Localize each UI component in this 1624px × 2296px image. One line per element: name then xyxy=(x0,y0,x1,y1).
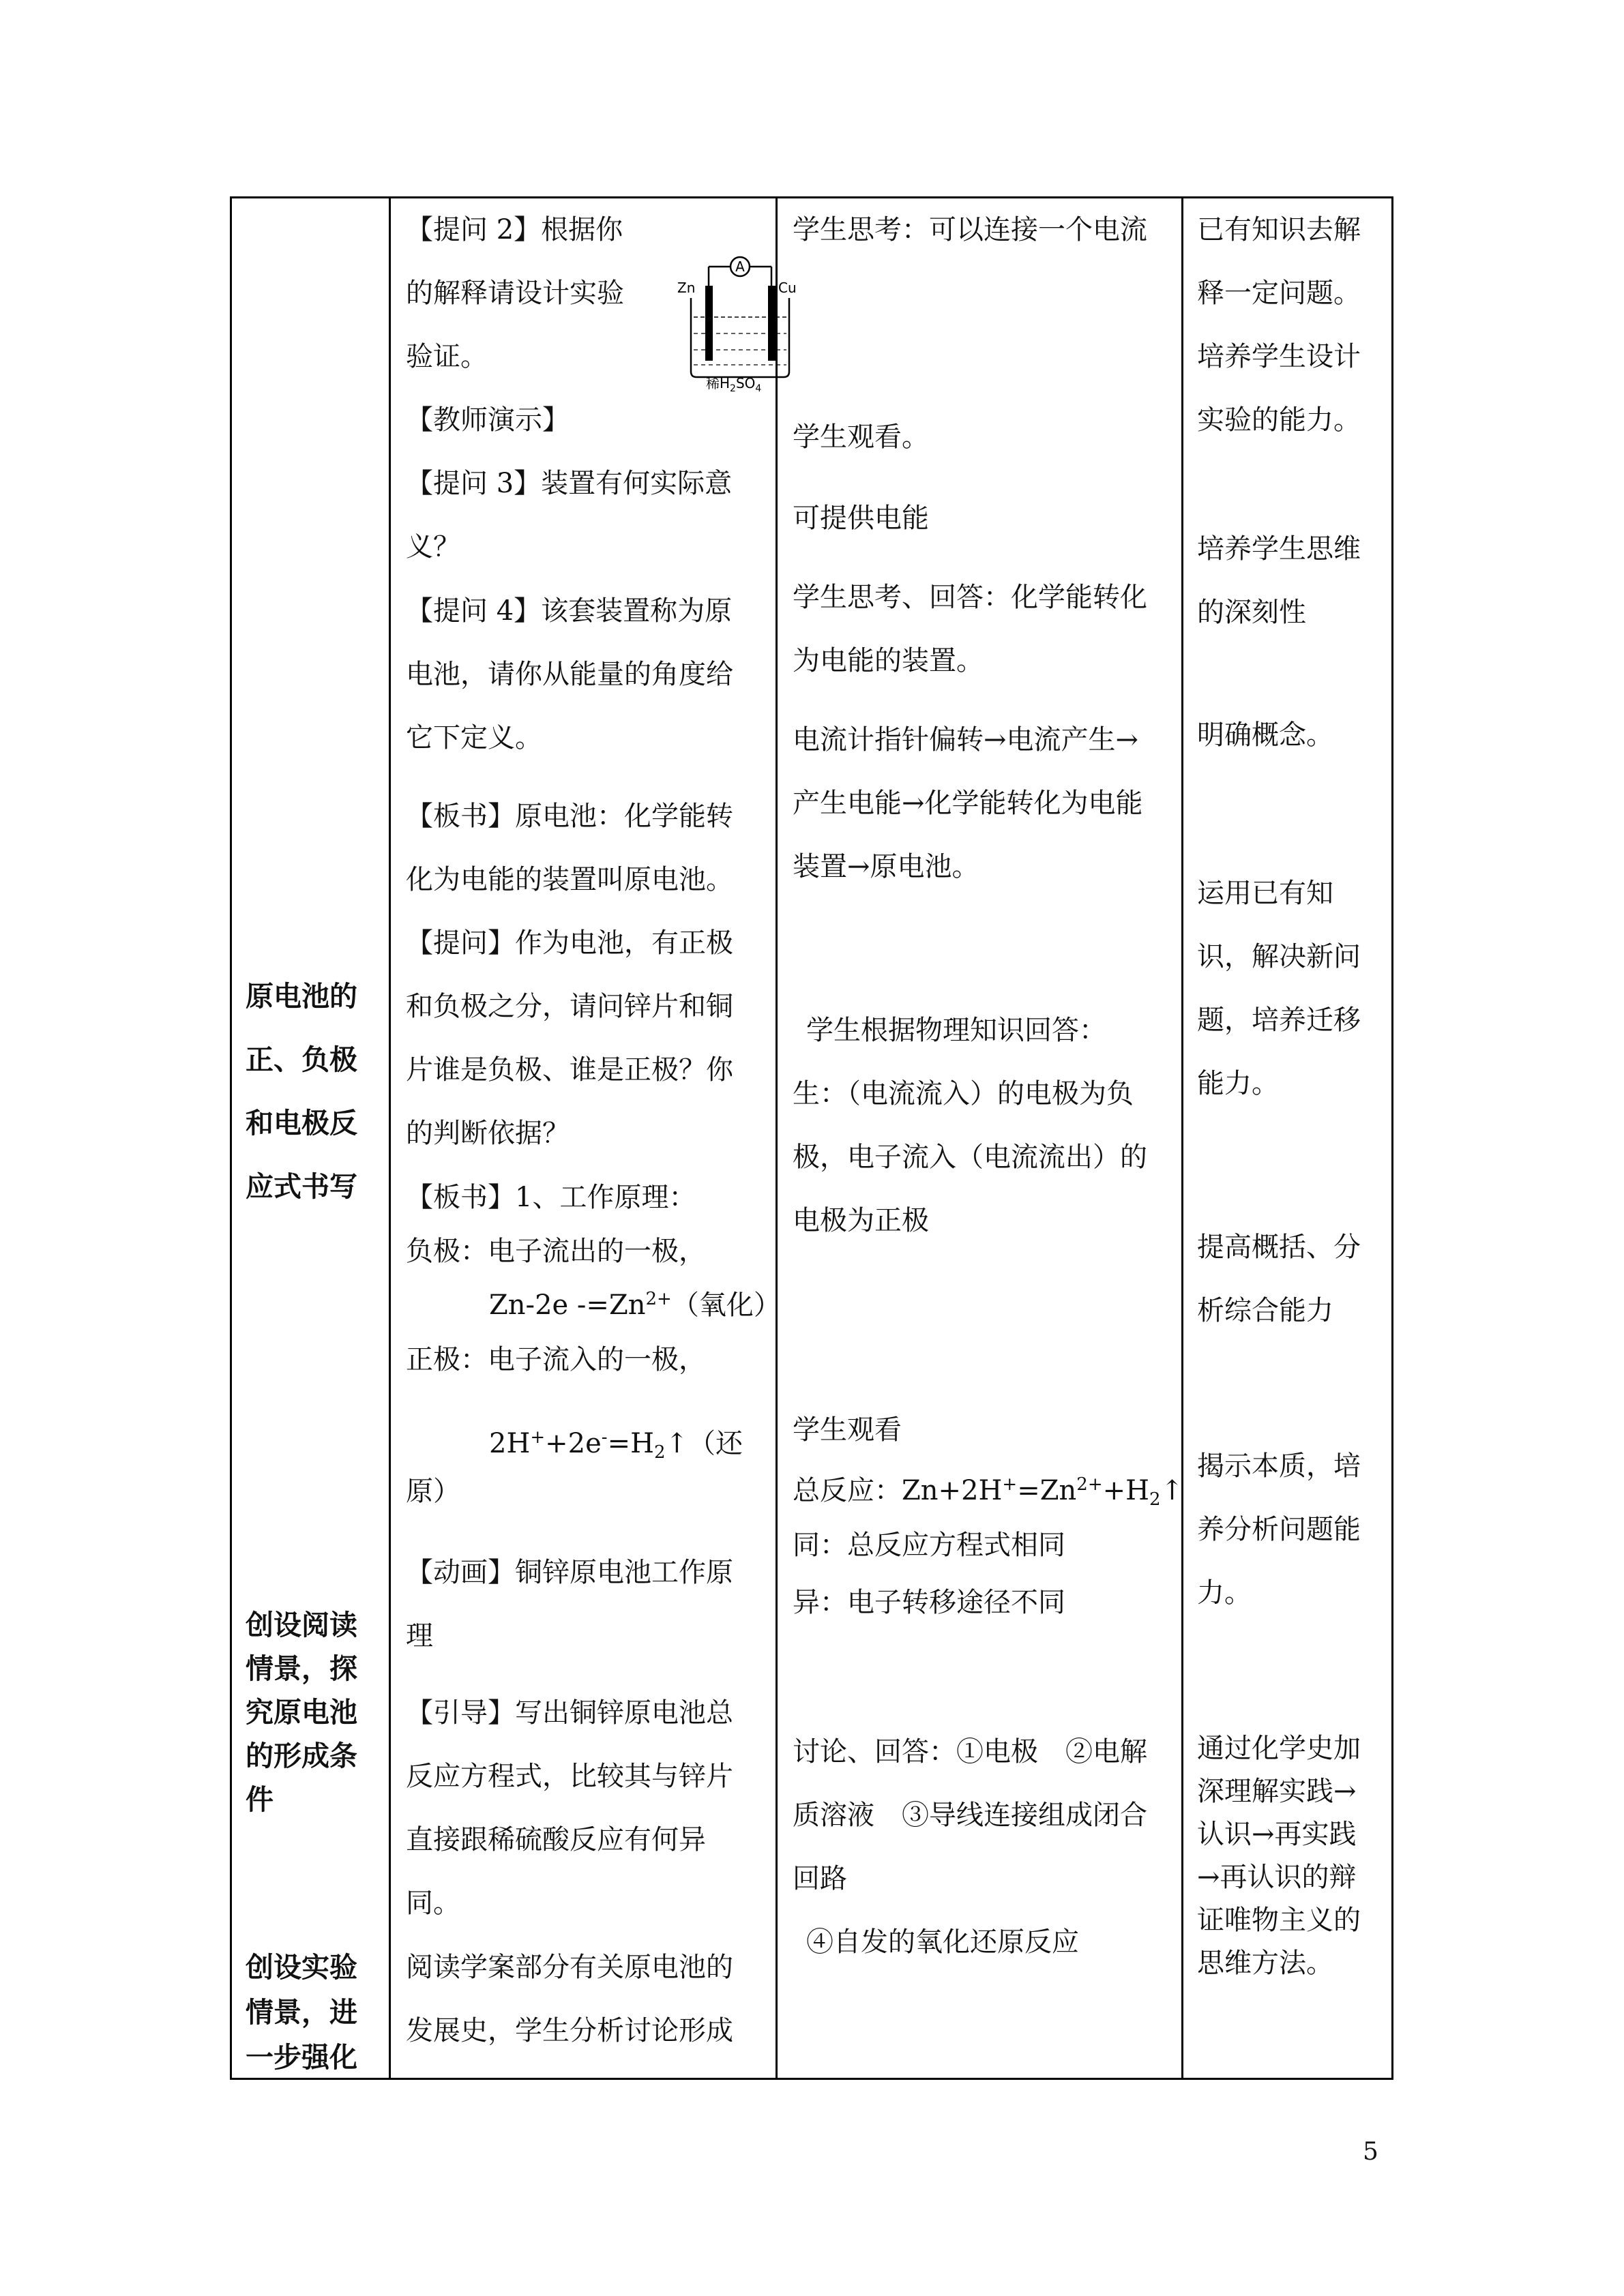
guide-line: 【引导】写出铜锌原电池总 xyxy=(406,1697,733,1729)
goal-line: 培养学生设计 xyxy=(1197,341,1361,372)
goal-line: 析综合能力 xyxy=(1197,1295,1333,1326)
copper-electrode xyxy=(768,286,776,361)
reading-line: 发展史，学生分析讨论形成 xyxy=(406,2015,733,2046)
question-4-line: 电池，请你从能量的角度给 xyxy=(406,659,733,690)
guide-line: 直接跟稀硫酸反应有何异 xyxy=(406,1824,706,1855)
goal-line: 提高概括、分 xyxy=(1197,1232,1361,1263)
discussion-line: 讨论、回答：①电极 ②电解 xyxy=(793,1736,1147,1768)
student-think-1: 学生思考：可以连接一个电流 xyxy=(793,214,1147,245)
goal-line: 题，培养迁移 xyxy=(1197,1004,1361,1036)
animation-line: 理 xyxy=(406,1620,433,1652)
board-1-line: 化为电能的装置叫原电池。 xyxy=(406,864,733,895)
goal-line: 思维方法。 xyxy=(1197,1948,1333,1979)
similarity-line: 同：总反应方程式相同 xyxy=(793,1530,1065,1561)
section-line: 创设实验 xyxy=(246,1951,357,1984)
question-2-line: 验证。 xyxy=(406,341,488,372)
physics-answer: 学生根据物理知识回答： xyxy=(806,1015,1106,1046)
table-bottom-border xyxy=(230,2078,1393,2080)
difference-line: 异：电子转移途径不同 xyxy=(793,1587,1065,1618)
reasoning-chain: 产生电能→化学能转化为电能 xyxy=(793,788,1143,819)
reading-line: 阅读学案部分有关原电池的 xyxy=(406,1952,733,1983)
section-line: 件 xyxy=(246,1783,274,1816)
question-3-line: 【提问 3】装置有何实际意 xyxy=(406,468,733,499)
question-5-line: 的判断依据？ xyxy=(406,1118,570,1149)
question-4-line: 【提问 4】该套装置称为原 xyxy=(406,595,733,627)
provide-energy: 可提供电能 xyxy=(793,503,929,534)
goal-line: 能力。 xyxy=(1197,1068,1279,1099)
goal-line: 识，解决新问 xyxy=(1197,941,1361,972)
discussion-line: 回路 xyxy=(793,1863,847,1894)
acid-label: 稀$H_2SO_4$ xyxy=(706,375,762,394)
zinc-label: Zn xyxy=(677,280,696,296)
section-line: 情景，探 xyxy=(246,1652,357,1685)
student-watch-1: 学生观看。 xyxy=(793,421,929,453)
question-5-line: 片谁是负极、谁是正极？你 xyxy=(406,1054,733,1086)
negative-electrode-equation: Zn-2e $-=Zn^{2+}$（氧化） xyxy=(489,1289,781,1321)
goal-line: 力。 xyxy=(1197,1577,1252,1609)
discussion-line: ④自发的氧化还原反应 xyxy=(806,1926,1079,1958)
section-column xyxy=(232,198,389,2078)
positive-electrode-label: 正极：电子流入的一极， xyxy=(406,1344,706,1375)
section-line: 究原电池 xyxy=(246,1696,357,1729)
question-2-line: 的解释请设计实验 xyxy=(406,278,624,309)
section-line: 创设阅读 xyxy=(246,1609,357,1641)
goal-line: 通过化学史加 xyxy=(1197,1733,1361,1764)
goal-line: 证唯物主义的 xyxy=(1197,1905,1361,1936)
section-line: 一步强化 xyxy=(246,2041,357,2074)
ammeter-label: A xyxy=(735,258,745,275)
goal-line: 的深刻性 xyxy=(1197,597,1306,628)
goal-line: →再认识的辩 xyxy=(1197,1862,1357,1893)
demo-line: 【教师演示】 xyxy=(406,404,570,436)
physics-answer: 极，电子流入（电流流出）的 xyxy=(793,1142,1147,1173)
student-think-2: 学生思考、回答：化学能转化 xyxy=(793,582,1147,613)
student-watch-2: 学生观看 xyxy=(793,1414,902,1446)
total-reaction: 总反应：$Zn+2H^+=Zn^{2+}+H_2↑$ xyxy=(793,1474,1184,1510)
positive-electrode-equation-end: 原） xyxy=(406,1476,460,1507)
copper-label: Cu xyxy=(778,280,797,296)
negative-electrode-label: 负极：电子流出的一极， xyxy=(406,1236,706,1267)
section-line: 原电池的 xyxy=(246,980,357,1013)
physics-answer: 电极为正极 xyxy=(793,1205,929,1236)
goal-line: 释一定问题。 xyxy=(1197,278,1361,309)
goal-line: 揭示本质，培 xyxy=(1197,1450,1361,1482)
student-think-2: 为电能的装置。 xyxy=(793,645,984,676)
animation-line: 【动画】铜锌原电池工作原 xyxy=(406,1557,733,1588)
goal-line: 培养学生思维 xyxy=(1197,533,1361,565)
section-line: 应式书写 xyxy=(246,1170,357,1203)
reasoning-chain: 装置→原电池。 xyxy=(793,851,979,882)
section-line: 正、负极 xyxy=(246,1043,357,1076)
physics-answer: 生：（电流流入）的电极为负 xyxy=(793,1078,1134,1109)
question-3-line: 义？ xyxy=(406,531,460,563)
question-4-line: 它下定义。 xyxy=(406,722,542,754)
goal-line: 明确概念。 xyxy=(1197,719,1333,751)
board-2-title: 【板书】1、工作原理： xyxy=(406,1182,696,1213)
question-5-line: 和负极之分，请问锌片和铜 xyxy=(406,991,733,1022)
goal-line: 实验的能力。 xyxy=(1197,404,1361,436)
section-line: 和电极反 xyxy=(246,1107,357,1139)
question-2-line: 【提问 2】根据你 xyxy=(406,214,623,245)
question-5-line: 【提问】作为电池，有正极 xyxy=(406,927,733,959)
guide-line: 同。 xyxy=(406,1888,460,1919)
board-1-line: 【板书】原电池：化学能转 xyxy=(406,801,733,832)
goal-line: 运用已有知 xyxy=(1197,878,1333,909)
positive-electrode-equation: $2H^++2e^-=H_2↑$（还 xyxy=(489,1427,743,1463)
table-right-border xyxy=(1391,196,1393,2080)
goal-line: 深理解实践→ xyxy=(1197,1776,1357,1807)
teacher-column xyxy=(391,198,797,2078)
ammeter-icon xyxy=(730,257,750,276)
goal-line: 认识→再实践 xyxy=(1197,1819,1357,1850)
guide-line: 反应方程式，比较其与锌片 xyxy=(406,1761,733,1792)
goal-line: 养分析问题能 xyxy=(1197,1514,1361,1545)
discussion-line: 质溶液 ③导线连接组成闭合 xyxy=(793,1800,1147,1831)
reasoning-chain: 电流计指针偏转→电流产生→ xyxy=(793,724,1139,756)
goal-line: 已有知识去解 xyxy=(1197,214,1361,245)
zinc-electrode xyxy=(705,286,713,361)
section-line: 情景，进 xyxy=(246,1996,357,2029)
section-line: 的形成条 xyxy=(246,1740,357,1772)
page-number: 5 xyxy=(1363,2138,1378,2166)
goal-column xyxy=(1183,198,1391,2078)
student-column xyxy=(778,198,1184,2078)
